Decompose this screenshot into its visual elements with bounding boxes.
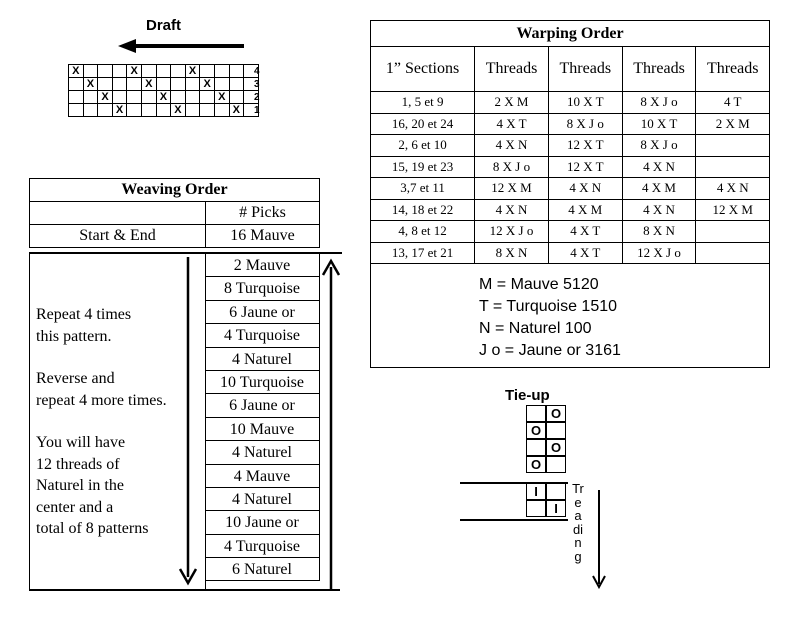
warping-cell: 3,7 et 11: [371, 178, 475, 200]
warping-cell: 12 X T: [548, 135, 622, 157]
draft-cell: [214, 65, 229, 78]
start-end-value: 16 Mauve: [206, 225, 320, 248]
table-row: [371, 242, 769, 264]
note-line: 12 threads of: [36, 455, 120, 473]
warping-cell: 4 X N: [475, 199, 549, 221]
treadling-label: Treading: [572, 481, 584, 564]
tieup-cell: [546, 422, 566, 439]
note-line: Repeat 4 times: [36, 306, 132, 323]
note-line: total of 8 patterns: [36, 520, 149, 537]
draft-cell: X: [200, 78, 215, 91]
shaft-label: 4: [254, 66, 260, 77]
tieup-cell: O: [546, 405, 566, 422]
warping-cell: 12 X J o: [622, 242, 696, 264]
draft-cell: [98, 65, 113, 78]
warping-cell: 4, 8 et 12: [371, 221, 475, 243]
table-row: [371, 92, 769, 114]
yarn-legend: [371, 264, 769, 362]
pick-item: 4 Naturel: [205, 348, 319, 371]
draft-cell: [229, 91, 244, 104]
draft-cell: [171, 78, 186, 91]
draft-cell: [185, 78, 200, 91]
draft-cell: [171, 91, 186, 104]
draft-row: [69, 91, 259, 104]
warping-cell: 14, 18 et 22: [371, 199, 475, 221]
draft-cell: X: [171, 104, 186, 117]
draft-cell: X: [112, 104, 127, 117]
start-end-label: Start & End: [30, 225, 206, 248]
warping-cell: 4 X N: [696, 178, 769, 200]
table-row: [371, 113, 769, 135]
tieup-title: Tie-up: [505, 387, 550, 404]
draft-cell: [98, 104, 113, 117]
draft-grid: [68, 64, 259, 117]
draft-cell: [69, 104, 84, 117]
weaving-blank-header: [30, 202, 206, 225]
warping-header: Threads: [548, 47, 622, 92]
pick-item: 4 Mauve: [205, 465, 319, 488]
warping-cell: 2 X M: [475, 92, 549, 114]
pick-item: 6 Jaune or: [205, 301, 319, 324]
warping-cell: 4 X T: [548, 242, 622, 264]
warping-header: Threads: [622, 47, 696, 92]
warping-cell: 2 X M: [696, 113, 769, 135]
legend-item: N = Naturel 100: [479, 320, 592, 337]
pick-item: 2 Mauve: [205, 254, 319, 277]
draft-cell: [83, 65, 98, 78]
warping-cell: 4 X M: [548, 199, 622, 221]
warping-cell: 4 X N: [622, 199, 696, 221]
draft-cell: [185, 104, 200, 117]
warping-header: 1” Sections: [371, 47, 475, 92]
draft-cell: [69, 78, 84, 91]
warping-cell: 4 X N: [622, 156, 696, 178]
warping-cell: 12 X J o: [475, 221, 549, 243]
draft-cell: X: [83, 78, 98, 91]
draft-cell: [112, 65, 127, 78]
draft-cell: [229, 78, 244, 91]
draft-cell: [98, 78, 113, 91]
warping-cell: 13, 17 et 21: [371, 242, 475, 264]
draft-cell: [200, 91, 215, 104]
table-row: [371, 135, 769, 157]
draft-cell: X: [156, 91, 171, 104]
repeat-note: [36, 304, 196, 347]
warping-header: Threads: [696, 47, 769, 92]
warping-cell: 4 X T: [548, 221, 622, 243]
pick-item: 4 Turquoise: [205, 535, 319, 558]
draft-cell: X: [229, 104, 244, 117]
warping-header: Threads: [475, 47, 549, 92]
draft-cell: [185, 91, 200, 104]
warping-cell: 12 X M: [475, 178, 549, 200]
table-row: [371, 156, 769, 178]
legend-item: T = Turquoise 1510: [479, 298, 618, 315]
pick-item: 10 Jaune or: [205, 511, 319, 534]
draft-cell: [214, 104, 229, 117]
warping-cell: 2, 6 et 10: [371, 135, 475, 157]
weaving-order-table: [29, 178, 320, 248]
warping-cell: 10 X T: [548, 92, 622, 114]
tieup-cell: O: [546, 439, 566, 456]
warping-cell: 8 X J o: [622, 92, 696, 114]
warping-cell: 4 X N: [475, 135, 549, 157]
draft-row: [69, 65, 259, 78]
warping-cell: 4 T: [696, 92, 769, 114]
pick-item: 8 Turquoise: [205, 277, 319, 300]
warping-cell: 4 X T: [475, 113, 549, 135]
note-line: You will have: [36, 434, 126, 451]
weaving-arrows: [176, 255, 346, 590]
draft-cell: X: [69, 65, 84, 78]
note-line: this pattern.: [36, 327, 112, 345]
note-line: repeat 4 more times.: [36, 391, 167, 409]
warping-cell: 15, 19 et 23: [371, 156, 475, 178]
warping-cell: 16, 20 et 24: [371, 113, 475, 135]
warping-cell: 4 X M: [622, 178, 696, 200]
note-line: Reverse and: [36, 370, 115, 387]
warping-cell: 8 X N: [622, 221, 696, 243]
draft-direction-arrow: [118, 38, 246, 54]
pick-item: 10 Mauve: [205, 418, 319, 441]
draft-cell: [141, 91, 156, 104]
draft-cell: [156, 78, 171, 91]
draft-shaft-labels: [254, 65, 260, 117]
draft-cell: [229, 65, 244, 78]
draft-cell: [112, 78, 127, 91]
weaving-notes: [36, 304, 196, 540]
shaft-label: 1: [254, 105, 260, 116]
draft-cell: [127, 78, 142, 91]
draft-cell: X: [214, 91, 229, 104]
draft-cell: X: [127, 65, 142, 78]
draft-cell: [156, 65, 171, 78]
tieup-cell: [546, 456, 566, 473]
warping-cell: 12 X T: [548, 156, 622, 178]
warping-cell: 8 X N: [475, 242, 549, 264]
table-row: [371, 199, 769, 221]
pick-item: 4 Naturel: [205, 441, 319, 464]
draft-cell: [127, 104, 142, 117]
picks-header: # Picks: [206, 202, 320, 225]
draft-cell: X: [185, 65, 200, 78]
treadle-cell: I: [546, 500, 566, 517]
weaving-order-title: Weaving Order: [30, 179, 319, 202]
pick-item: 4 Turquoise: [205, 324, 319, 347]
warping-cell: 8 X J o: [548, 113, 622, 135]
warping-order-panel: [370, 20, 770, 368]
draft-cell: [83, 91, 98, 104]
pick-item: 4 Naturel: [205, 488, 319, 511]
reverse-note: [36, 368, 196, 411]
note-line: center and a: [36, 498, 114, 516]
tieup-cell: O: [526, 422, 546, 439]
warping-cell: 10 X T: [622, 113, 696, 135]
draft-cell: [141, 65, 156, 78]
draft-cell: [214, 78, 229, 91]
table-row: [371, 178, 769, 200]
draft-row: [69, 78, 259, 91]
tieup-cell: O: [526, 456, 546, 473]
draft-cell: [171, 65, 186, 78]
legend-item: J o = Jaune or 3161: [479, 342, 621, 359]
note-line: Naturel in the: [36, 477, 124, 494]
draft-cell: [156, 104, 171, 117]
draft-cell: X: [98, 91, 113, 104]
warping-cell: 4 X N: [548, 178, 622, 200]
tieup-cell: [526, 439, 546, 456]
warping-cell: 12 X M: [696, 199, 769, 221]
center-note: [36, 432, 196, 540]
warping-cell: 8 X J o: [475, 156, 549, 178]
warping-order-title: Warping Order: [371, 21, 769, 47]
table-row: [371, 221, 769, 243]
treadling-lines: [460, 480, 610, 590]
treadle-cell: I: [526, 483, 546, 500]
draft-cell: [112, 91, 127, 104]
shaft-label: 2: [254, 92, 260, 103]
draft-title: Draft: [146, 17, 182, 34]
draft-cell: [200, 65, 215, 78]
warping-cell: 1, 5 et 9: [371, 92, 475, 114]
warping-cell: [696, 242, 769, 264]
pick-item: 10 Turquoise: [205, 371, 319, 394]
tieup-cell: [526, 405, 546, 422]
draft-cell: [83, 104, 98, 117]
warping-cell: [696, 156, 769, 178]
legend-item: M = Mauve 5120: [479, 276, 599, 293]
draft-row: [69, 104, 259, 117]
draft-cell: X: [141, 78, 156, 91]
pick-item: 6 Jaune or: [205, 394, 319, 417]
warping-cell: [696, 221, 769, 243]
shaft-label: 3: [254, 79, 260, 90]
draft-cell: [200, 104, 215, 117]
warping-cell: 8 X J o: [622, 135, 696, 157]
draft-cell: [127, 91, 142, 104]
warping-cell: [696, 135, 769, 157]
draft-cell: [69, 91, 84, 104]
draft-cell: [141, 104, 156, 117]
pick-item: 6 Naturel: [205, 558, 319, 581]
